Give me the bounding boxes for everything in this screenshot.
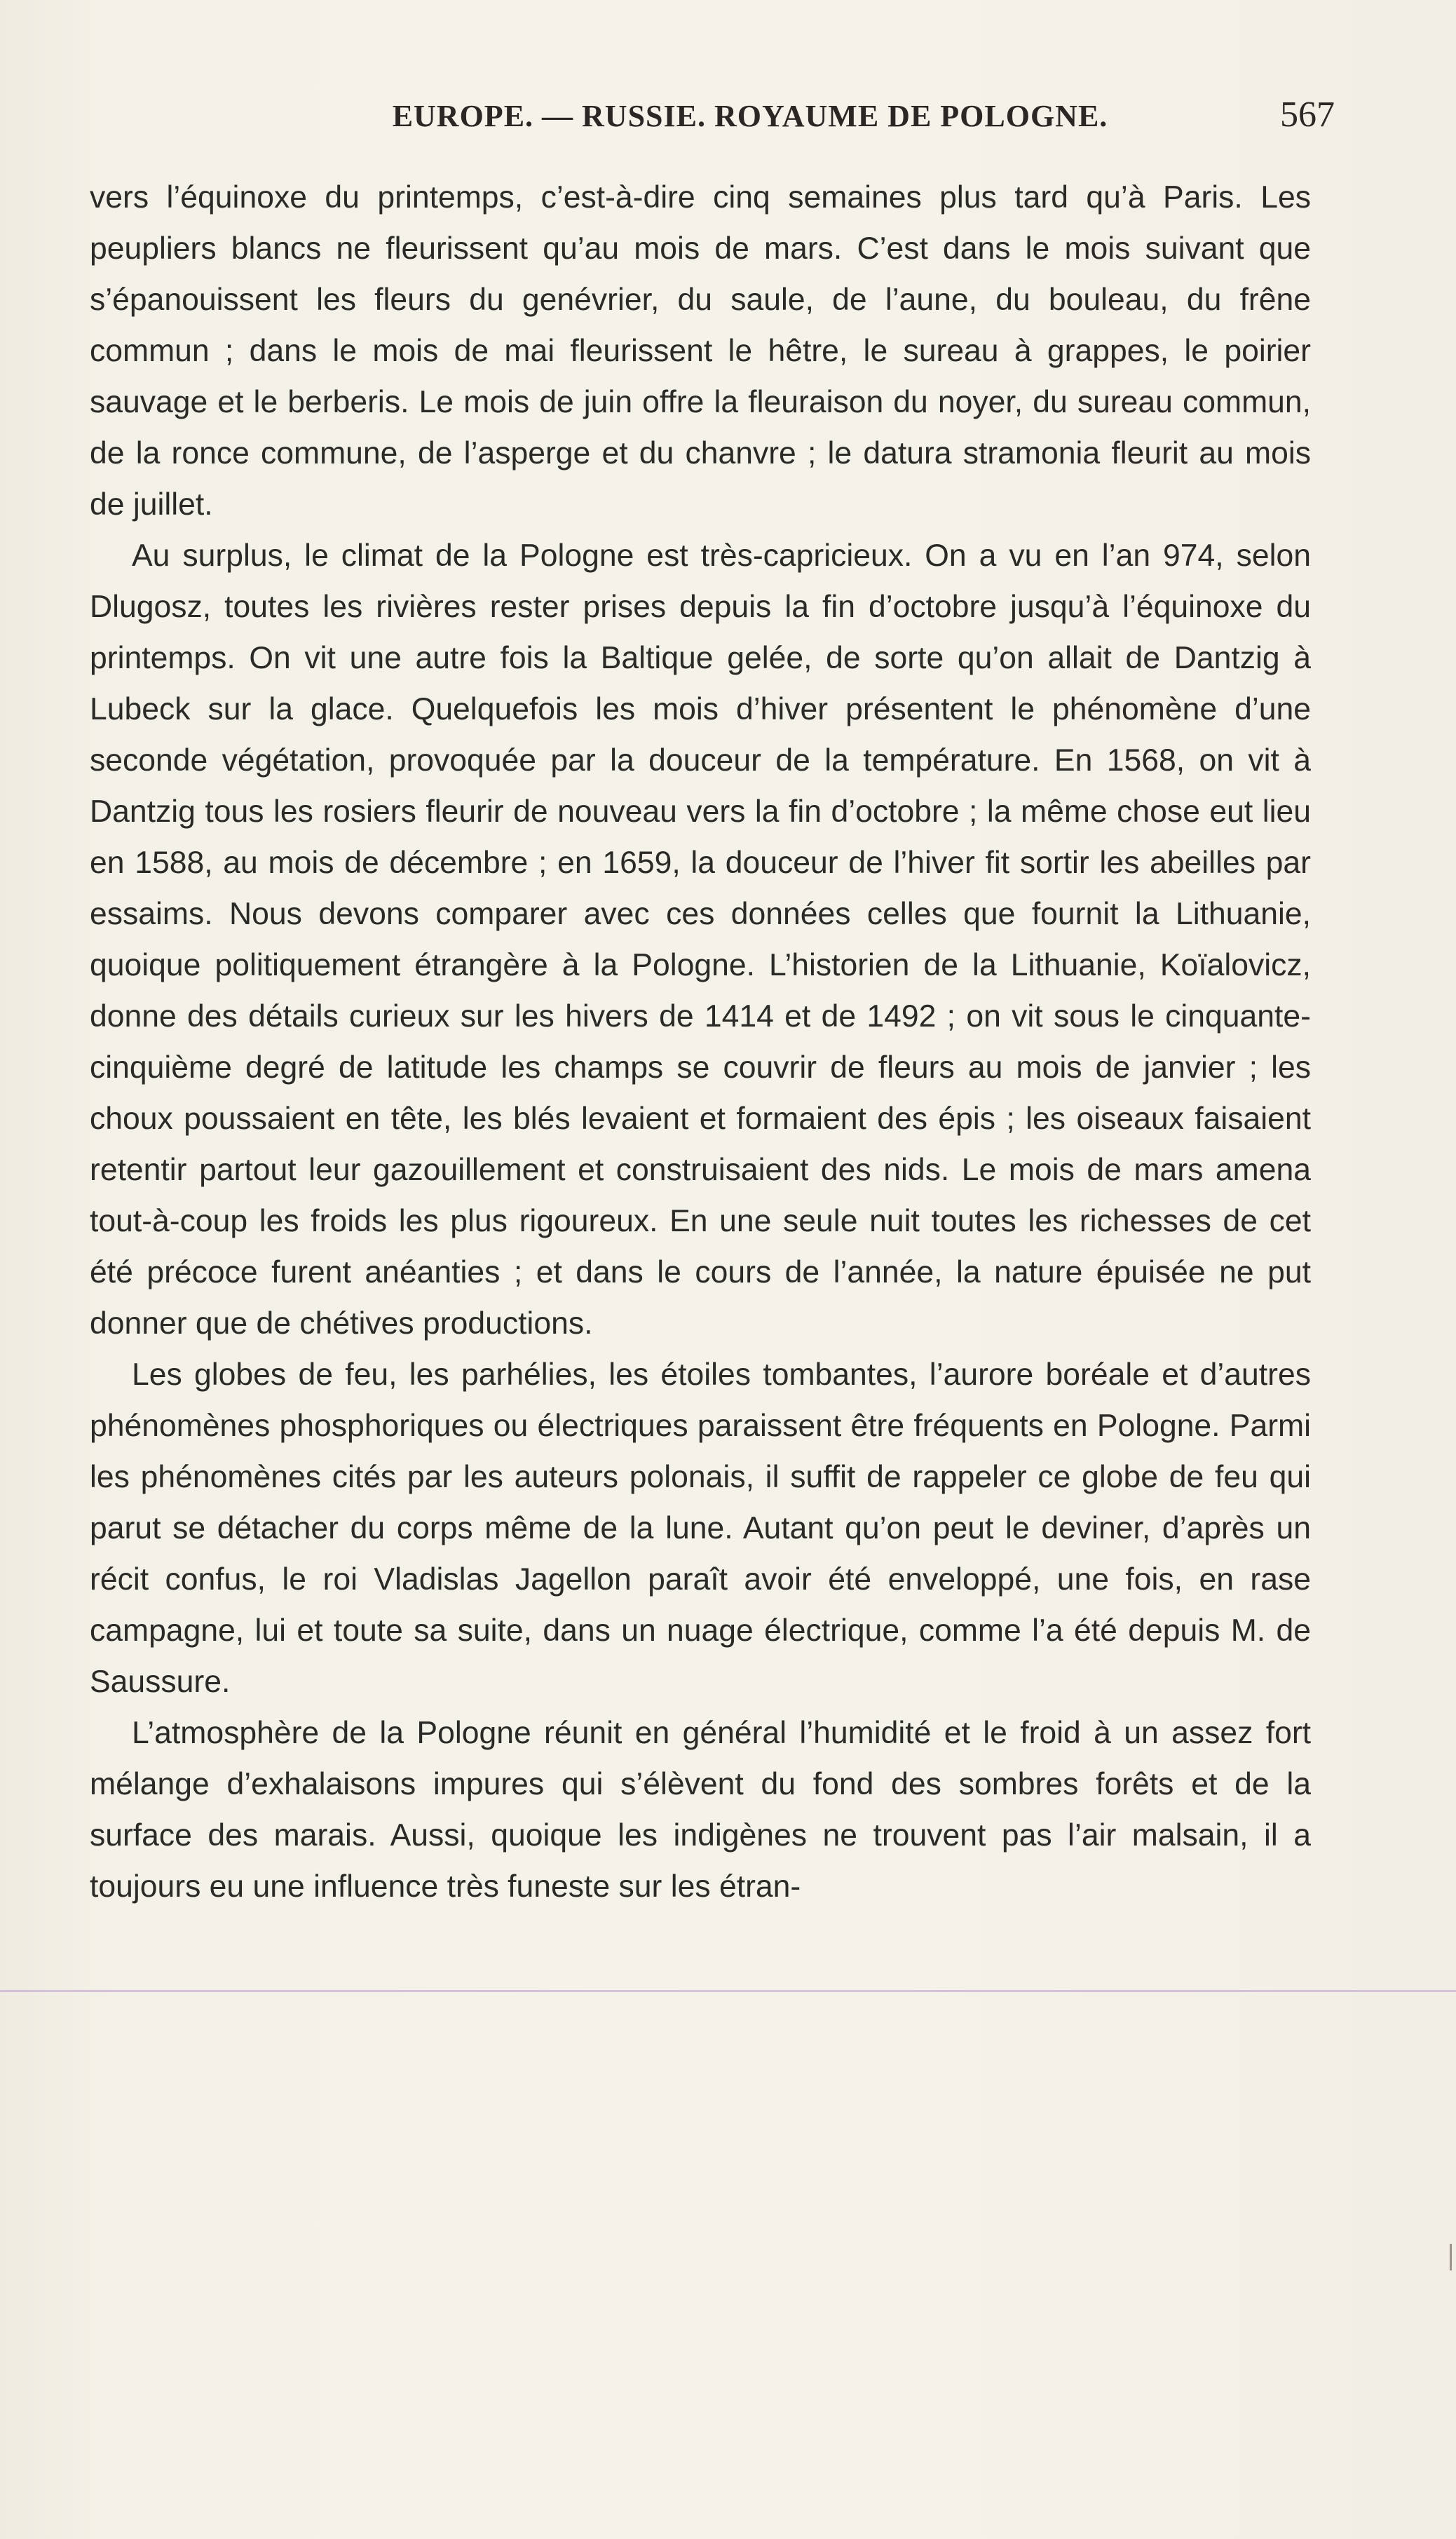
margin-mark: [1450, 2244, 1452, 2270]
running-header: EUROPE. — RUSSIE. ROYAUME DE POLOGNE.: [392, 99, 1108, 133]
paragraph-3: Les globes de feu, les parhélies, les étoiles tombantes, l’aurore boréale et d’autres phénomènes phosphoriques ou électriques paraissent être fréquents en Pologne. Parmi les phénomènes cités par les auteurs polonais, il suffit de rappeler ce globe de feu qui parut se détacher du corps même de la lune. Autant qu’on peut le deviner, d’après un récit confus, le roi Vladislas Jagellon paraît avoir été enveloppé, une fois, en rase campagne, lui et toute sa suite, dans un nuage électrique, comme l’a été depuis M. de Saussure.: [90, 1357, 1311, 1699]
scan-divider-line: [0, 1990, 1456, 1992]
paragraph-4: L’atmosphère de la Pologne réunit en général l’humidité et le froid à un assez fort mélange d’exhalaisons impures qui s’élèvent du fond des sombres forêts et de la surface des marais. Aussi, quoique les indigènes ne trouvent pas l’air malsain, il a toujours eu une influence très funeste sur les étran-: [90, 1716, 1311, 1904]
body-text: [90, 172, 1311, 1912]
paragraph-2: Au surplus, le climat de la Pologne est très-capricieux. On a vu en l’an 974, selon Dlugosz, toutes les rivières rester prises depuis la fin d’octobre jusqu’à l’équinoxe du printemps. On vit une autre fois la Baltique gelée, de sorte qu’on allait de Dantzig à Lubeck sur la glace. Quelquefois les mois d’hiver présentent le phénomène d’une seconde végétation, provoquée par la douceur de la température. En 1568, on vit à Dantzig tous les rosiers fleurir de nouveau vers la fin d’octobre ; la même chose eut lieu en 1588, au mois de décembre ; en 1659, la douceur de l’hiver fit sortir les abeilles par essaims. Nous devons comparer avec ces données celles que fournit la Lithuanie, quoique politiquement étrangère à la Pologne. L’historien de la Lithuanie, Koïalovicz, donne des détails curieux sur les hivers de 1414 et de 1492 ; on vit sous le cinquante-cinquième degré de latitude les champs se couvrir de fleurs au mois de janvier ; les choux poussaient en tête, les blés levaient et formaient des épis ; les oiseaux faisaient retentir partout leur gazouillement et construisaient des nids. Le mois de mars amena tout-à-coup les froids les plus rigoureux. En une seule nuit toutes les richesses de cet été précoce furent anéanties ; et dans le cours de l’année, la nature épuisée ne put donner que de chétives productions.: [90, 539, 1311, 1341]
paragraph-1: vers l’équinoxe du printemps, c’est-à-dire cinq semaines plus tard qu’à Paris. Les peupliers blancs ne fleurissent qu’au mois de mars. C’est dans le mois suivant que s’épanouissent les fleurs du genévrier, du saule, de l’aune, du bouleau, du frêne commun ; dans le mois de mai fleurissent le hêtre, le sureau à grappes, le poirier sauvage et le berberis. Le mois de juin offre la fleuraison du noyer, du sureau commun, de la ronce commune, de l’asperge et du chanvre ; le datura stramonia fleurit au mois de juillet.: [90, 180, 1311, 522]
page-number: 567: [1280, 95, 1335, 135]
